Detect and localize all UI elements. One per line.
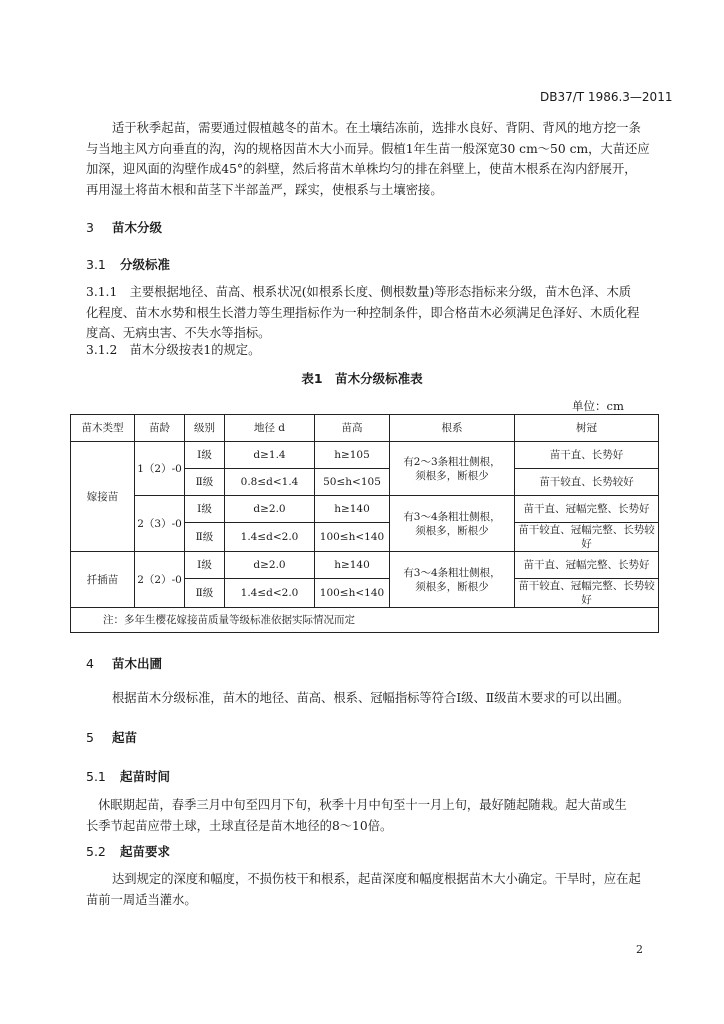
crown-cell: 苗干直、冠幅完整、长势好 [515,552,659,579]
section-3-1-heading [86,255,170,273]
crown-cell: 苗干直、长势好 [515,442,659,469]
root-cell [390,552,515,608]
grade-cell: Ⅱ级 [185,469,225,496]
root-line: 须根多，断根少 [415,580,489,593]
clause-3-1-2: 3.1.2 苗木分级按表1的规定。 [86,343,261,357]
height-cell: 100≤h<140 [315,523,390,552]
crown-cell: 苗干较直、长势较好 [515,469,659,496]
clause-3-1-1 [86,282,658,344]
text-line: 3.1.1 主要根据地径、苗高、根系状况(如根系长度、侧根数量)等形态指标来分级，苗木色泽、木质 [86,285,632,299]
text-line: 休眠期起苗，春季三月中旬至四月下旬，秋季十月中旬至十一月上旬，最好随起随栽。起大苗或生 [98,798,627,812]
section-3-heading [86,218,162,236]
crown-cell: 苗干直、冠幅完整、长势好 [515,496,659,523]
table-note-row [71,608,659,633]
crown-cell: 苗干较直、冠幅完整、长势较好 [515,579,659,608]
page-number: 2 [636,943,643,956]
height-cell: h≥140 [315,496,390,523]
section-5-1-paragraph [86,795,658,836]
height-cell: 50≤h<105 [315,469,390,496]
diameter-cell: d≥2.0 [225,496,315,523]
grade-cell: Ⅰ级 [185,496,225,523]
root-line: 须根多，断根少 [415,524,489,537]
section-title: 起苗 [112,730,138,745]
root-cell [390,442,515,496]
root-line: 有2～3条粗壮侧根， [403,455,501,468]
table-row [71,496,659,523]
seedling-type-cell: 嫁接苗 [71,442,135,552]
table-caption: 表1 苗木分级标准表 [301,371,423,386]
text-line: 度高、无病虫害、不失水等指标。 [86,326,271,340]
section-title: 起苗时间 [120,769,171,784]
header-cell: 地径 d [225,415,315,442]
text-line: 与当地主风方向垂直的沟，沟的规格因苗木大小而异。假植1年生苗一般深宽30 cm～50 cm，大苗还应 [86,141,650,156]
header-cell: 苗高 [315,415,390,442]
header-cell: 苗龄 [135,415,185,442]
grade-cell: Ⅱ级 [185,579,225,608]
diameter-cell: d≥2.0 [225,552,315,579]
header-cell: 树冠 [515,415,659,442]
age-cell: 1（2）-0 [135,442,185,496]
text-line: 适于秋季起苗，需要通过假植越冬的苗木。在土壤结冻前，选排水良好、背阴、背风的地方挖一条 [112,121,641,135]
section-4-heading [86,654,162,672]
diameter-cell: d≥1.4 [225,442,315,469]
section-number: 5 [86,730,94,745]
age-cell: 2（2）-0 [135,552,185,608]
section-number: 5.1 [86,769,106,784]
document-code: DB37/T 1986.3—2011 [540,90,673,104]
root-line: 有3～4条粗壮侧根， [403,510,501,523]
table-row [71,552,659,579]
table-row [71,442,659,469]
root-line: 须根多，断根少 [415,469,489,482]
height-cell: 100≤h<140 [315,579,390,608]
section-5-1-heading [86,767,170,785]
section-number: 5.2 [86,844,106,859]
text-line: 加深，迎风面的沟壁作成45°的斜壁，然后将苗木单株均匀的排在斜壁上，使苗木根系在沟内舒展开， [86,162,637,176]
seedling-type-cell: 扦插苗 [71,552,135,608]
section-number: 4 [86,656,94,671]
grading-table [70,414,659,633]
header-cell: 根系 [390,415,515,442]
text-line: 长季节起苗应带土球，土球直径是苗木地径的8～10倍。 [86,818,393,833]
section-5-2-paragraph [86,869,658,910]
table-note: 注：多年生樱花嫁接苗质量等级标准依据实际情况而定 [71,608,659,633]
section-number: 3.1 [86,257,106,272]
intro-paragraph [86,118,658,200]
grade-cell: Ⅱ级 [185,523,225,552]
diameter-cell: 1.4≤d<2.0 [225,523,315,552]
section-5-2-heading [86,842,170,860]
age-cell: 2（3）-0 [135,496,185,552]
section-number: 3 [86,220,94,235]
header-cell: 级别 [185,415,225,442]
text-line: 达到规定的深度和幅度，不损伤枝干和根系，起苗深度和幅度根据苗木大小确定。干旱时，应在起 [112,872,641,886]
section-title: 苗木出圃 [112,656,163,671]
section-title: 苗木分级 [112,220,163,235]
section-title: 起苗要求 [120,844,171,859]
crown-cell: 苗干较直、冠幅完整、长势较好 [515,523,659,552]
height-cell: h≥140 [315,552,390,579]
section-title: 分级标准 [120,257,171,272]
height-cell: h≥105 [315,442,390,469]
text-line: 苗前一周适当灌水。 [86,892,197,907]
text-line: 化程度、苗木水势和根生长潜力等生理指标作为一种控制条件，即合格苗木必须满足色泽好、木质化程 [86,305,640,320]
root-cell [390,496,515,552]
diameter-cell: 1.4≤d<2.0 [225,579,315,608]
grade-cell: Ⅰ级 [185,442,225,469]
table-header-row [71,415,659,442]
grade-cell: Ⅰ级 [185,552,225,579]
diameter-cell: 0.8≤d<1.4 [225,469,315,496]
header-cell: 苗木类型 [71,415,135,442]
root-line: 有3～4条粗壮侧根， [403,566,501,579]
text-line: 再用湿土将苗木根和苗茎下半部盖严，踩实，使根系与土壤密接。 [86,182,443,197]
table-unit: 单位：cm [572,399,624,413]
section-4-paragraph: 根据苗木分级标准，苗木的地径、苗高、根系、冠幅指标等符合Ⅰ级、Ⅱ级苗木要求的可以出圃。 [112,691,630,705]
section-5-heading [86,728,137,746]
